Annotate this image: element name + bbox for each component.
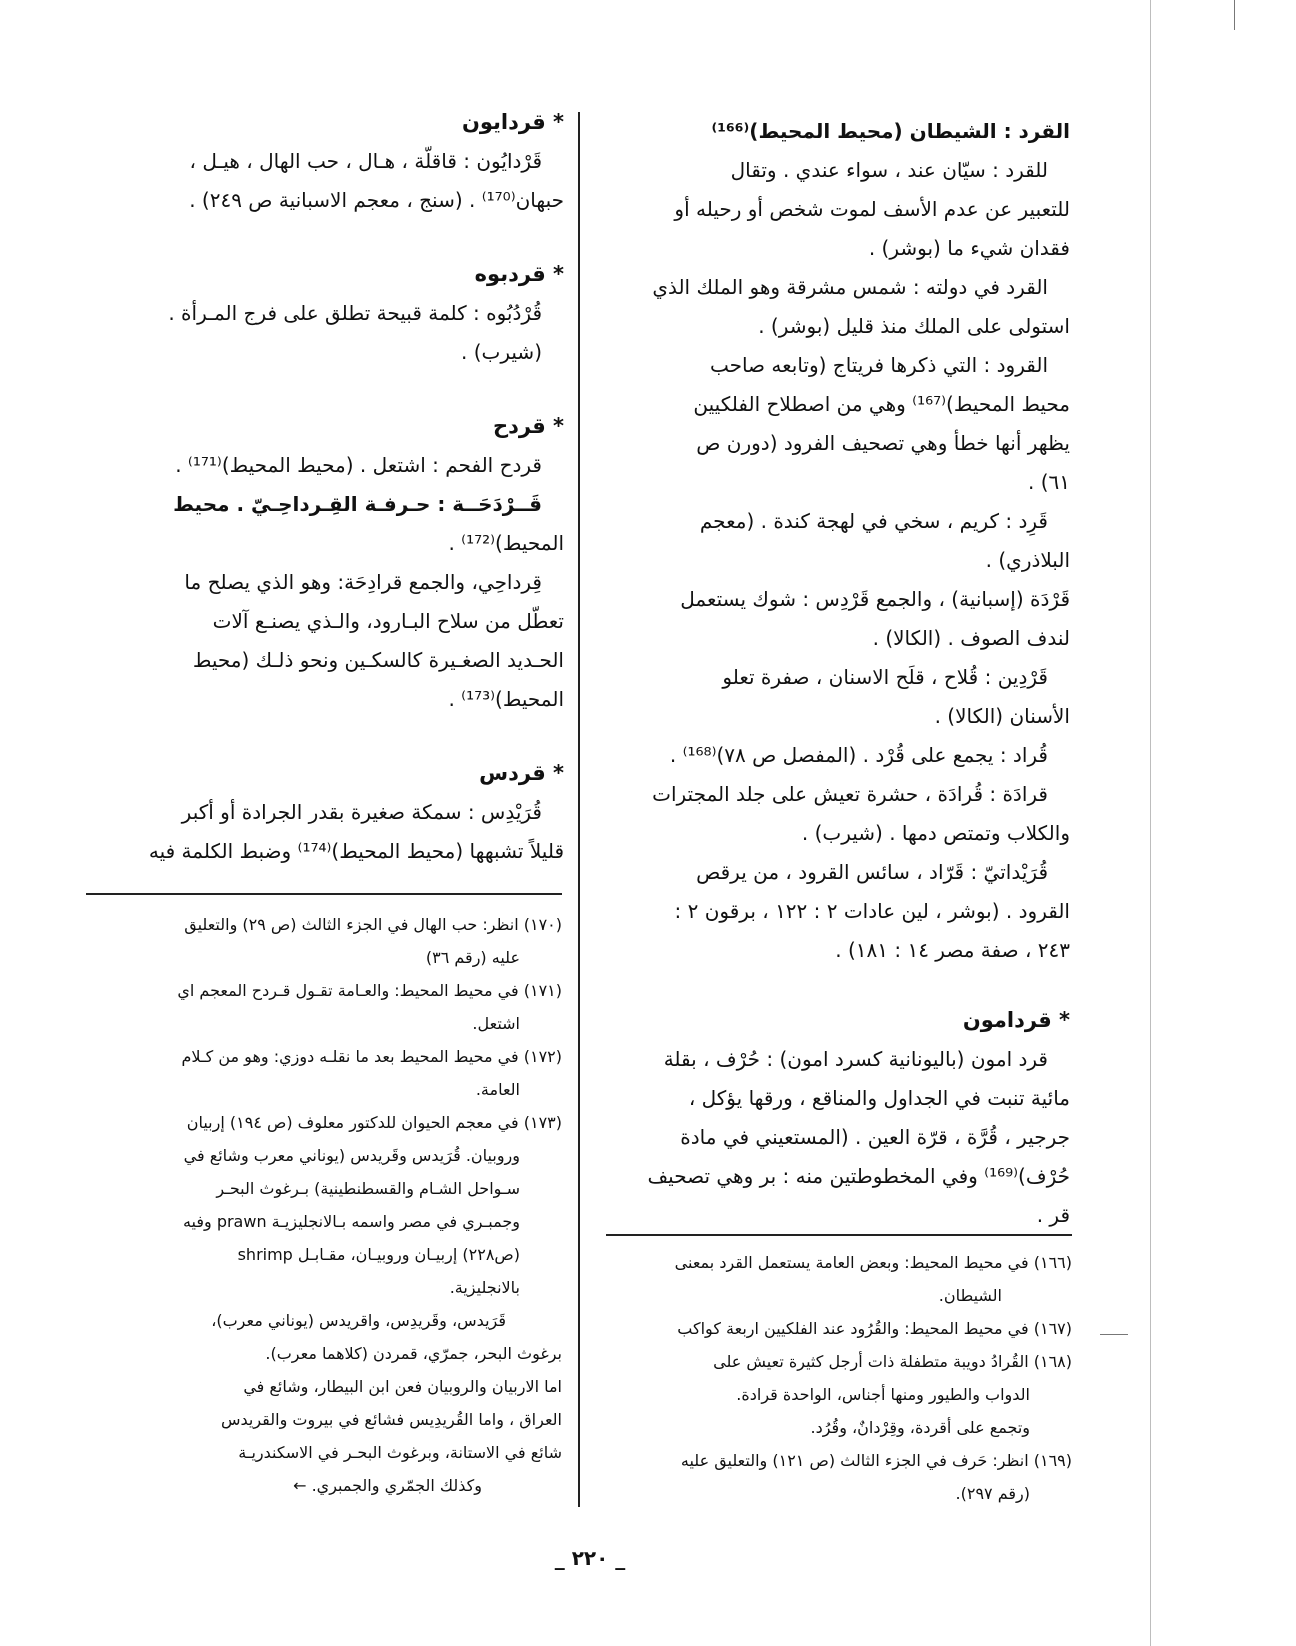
scan-tick [1234,0,1235,30]
entry-line: قُرْدُبُوه : كلمة قبيحة تطلق على فرج المـرأة . [168,301,542,325]
entry-section [86,254,564,372]
footnote-rule-left [86,893,562,895]
left-column [86,102,564,871]
entry-line: قُراد : يجمع على قُرْد . (المفصل ص ٧٨)⁽¹⁶⁸⁾ . [669,743,1048,767]
footnote-line: (١٧٠) انظر: حب الهال في الجزء الثالث (ص ٢٩) والتعليق [184,915,562,934]
entry-line: حُرْف)⁽¹⁶⁹⁾ وفي المخطوطتين منه : بر وهي تصحيف [647,1164,1070,1188]
entry-line: قردح الفحم : اشتعل . (محيط المحيط)⁽¹⁷¹⁾ . [175,453,542,477]
footnote-line: العراق ، واما القُريدِيس فشائع في بيروت والقريدس [220,1410,562,1429]
entry-line: الحـديد الصغـيرة كالسكـين ونحو ذلـك (محيط [192,648,564,672]
entry-line: والكلاب وتمتص دمها . (شيرب) . [801,821,1070,845]
entry-line: ٦١) . [1027,470,1070,494]
footnote-line: وجمبـري في مصر واسمه بـالانجليزيـة prawn وفيه [182,1212,520,1231]
footnote-line: (١٧٣) في معجم الحيوان للدكتور معلوف (ص ١٩٤) إربيان [186,1113,562,1132]
entry-line: قُرَيْدِس : سمكة صغيرة بقدر الجرادة أو أكبر [181,800,542,824]
footnote-line: (رقم ٢٩٧). [955,1484,1030,1503]
footnote-line: بالانجليزية. [449,1278,520,1297]
entry-line: فقدان شيء ما (بوشر) . [868,236,1070,260]
right-column [608,112,1070,1235]
entry-line: قَرْدِين : قُلاح ، قلَح الاسنان ، صفرة تعلو [722,665,1048,689]
entry-line: قرد امون (باليونانية كسرد امون) : حُرْف ، بقلة [663,1047,1048,1071]
footnote-line: (١٧٢) في محيط المحيط بعد ما نقلـه دوزي: وهو من كـلام [181,1047,562,1066]
entry-line: قَرْدايُون : قاقلّة ، هـال ، حب الهال ، هيـل ، [189,149,542,173]
entry-line: جرجير ، قُرَّة ، قرّة العين . (المستعيني في مادة [680,1125,1070,1149]
entry-line: قَــرْدَحَــة : حـرفـة القِـرداحِـيّ . محيط [173,492,542,516]
entry-line: الأسنان (الكالا) . [934,704,1070,728]
footnote-line: برغوث البحر، جمرّي، قمردن (كلاهما معرب). [265,1344,562,1363]
entry-section [86,406,564,719]
footnote-line: العامة. [475,1080,520,1099]
entry-line: القرود : التي ذكرها فريتاج (وتابعه صاحب [709,353,1048,377]
entry-line: (شيرب) . [461,340,542,364]
footnote-line: عليه (رقم ٣٦) [425,948,520,967]
footnote-line: شائع في الاستانة، وبرغوث البحـر في الاسكندريـة [238,1443,562,1462]
footnote-line: وكذلك الجمّري والجمبري. ← [293,1476,482,1495]
entry-heading: * قردس [479,761,564,785]
entry-line: القرود . (بوشر ، لين عادات ٢ : ١٢٢ ، برقون ٢ : [674,899,1070,923]
footnote-line: (١٦٩) انظر: حَرف في الجزء الثالث (ص ١٢١) والتعليق عليه [680,1451,1072,1470]
entry-line: محيط المحيط)⁽¹⁶⁷⁾ وهي من اصطلاح الفلكيين [693,392,1070,416]
entry-section [86,102,564,220]
footnote-line: الشيطان. [938,1286,1002,1305]
entry-line: قَرْدَة (إسبانية) ، والجمع قَرْدِس : شوك يستعمل [680,587,1070,611]
entry-heading: * قردح [492,414,564,438]
entry-section [86,753,564,871]
entry-line: القرد : الشيطان (محيط المحيط)⁽¹⁶⁶⁾ [711,119,1070,143]
footnote-line: وتجمع على أقردة، وقِرْدانٌ، وقُرُد. [810,1418,1030,1437]
entry-line: استولى على الملك منذ قليل (بوشر) . [758,314,1070,338]
entry-heading: * قردايون [461,110,564,134]
entry-line: يظهر أنها خطأ وهي تصحيف الفرود (دورن ص [696,431,1070,455]
footnotes-right [606,1246,1072,1510]
footnote-line: (١٧١) في محيط المحيط: والعـامة تقـول قـردح المعجم اي [177,981,562,1000]
entry-line: لندف الصوف . (الكالا) . [872,626,1070,650]
footnote-line: الدواب والطيور ومنها أجناس، الواحدة قرادة. [736,1385,1030,1404]
footnote-line: اشتعل. [472,1014,520,1033]
scan-tick [1100,1334,1128,1335]
entry-line: للتعبير عن عدم الأسف لموت شخص أو رحيله أو [674,197,1070,221]
entry-line: قرادَة : قُرادَة ، حشرة تعيش على جلد المجترات [652,782,1048,806]
entry-line: البلاذري) . [985,548,1070,572]
footnote-line: قَرَيدس، وقَريدِس، واقريدس (يوناني معرب)، [211,1311,506,1330]
entry-line: ٢٤٣ ، صفة مصر ١٤ : ١٨١) . [835,938,1070,962]
footnote-line: وروبيان. قُرَيدس وقَريدس (يوناني معرب وشائع في [183,1146,520,1165]
footnote-line: اما الاربيان والروبيان فعن ابن البيطار، وشائع في [243,1377,562,1396]
entry-line: قُرَيْداتيّ : قَرّاد ، سائس القرود ، من يرقص [696,860,1048,884]
footnote-line: سـواحل الشـام والقسطنطينية) بـرغوث البحـر [216,1179,520,1198]
footnote-rule-right [606,1234,1072,1236]
scan-edge-line [1150,0,1151,1646]
column-divider [578,112,580,1507]
footnote-line: (١٦٨) القُرادُ دويبة متطفلة ذات أرجل كثيرة تعيش على [713,1352,1072,1371]
entry-line: المحيط)⁽¹⁷³⁾ . [448,687,564,711]
footnote-line: (١٦٦) في محيط المحيط: وبعض العامة يستعمل القرد بمعنى [674,1253,1072,1272]
entry-line: قليلاً تشبهها (محيط المحيط)⁽¹⁷⁴⁾ وضبط الكلمة فيه [148,839,564,863]
entry-line: قر . [1036,1203,1070,1227]
entry-line: قِرداحِي، والجمع قرادِحَة: وهو الذي يصلح ما [184,570,542,594]
entry-heading: * قردبوه [474,262,564,286]
page-number: _ ٢٢٠ _ [554,1546,626,1570]
footnote-line: (ص٢٢٨) إربيـان وروبيـان، مقـابـل shrimp [237,1245,520,1264]
entry-line: قَرِد : كريم ، سخي في لهجة كندة . (معجم [699,509,1048,533]
entry-line: مائية تنبت في الجداول والمناقع ، ورقها يؤكل ، [688,1086,1070,1110]
entry-heading: * قردامون [962,1008,1070,1032]
entry-line: القرد في دولته : شمس مشرقة وهو الملك الذي [652,275,1048,299]
footnotes-left [86,908,562,1502]
entry-line: المحيط)⁽¹⁷²⁾ . [448,531,564,555]
entry-line: للقرد : سيّان عند ، سواء عندي . وتقال [730,158,1048,182]
entry-line: حبهان⁽¹⁷⁰⁾ . (سنج ، معجم الاسبانية ص ٢٤٩) . [189,188,564,212]
entry-line: تعطّل من سلاح البـارود، والـذي يصنـع آلات [212,609,564,633]
footnote-line: (١٦٧) في محيط المحيط: والقُرُود عند الفلكيين اربعة كواكب [677,1319,1072,1338]
